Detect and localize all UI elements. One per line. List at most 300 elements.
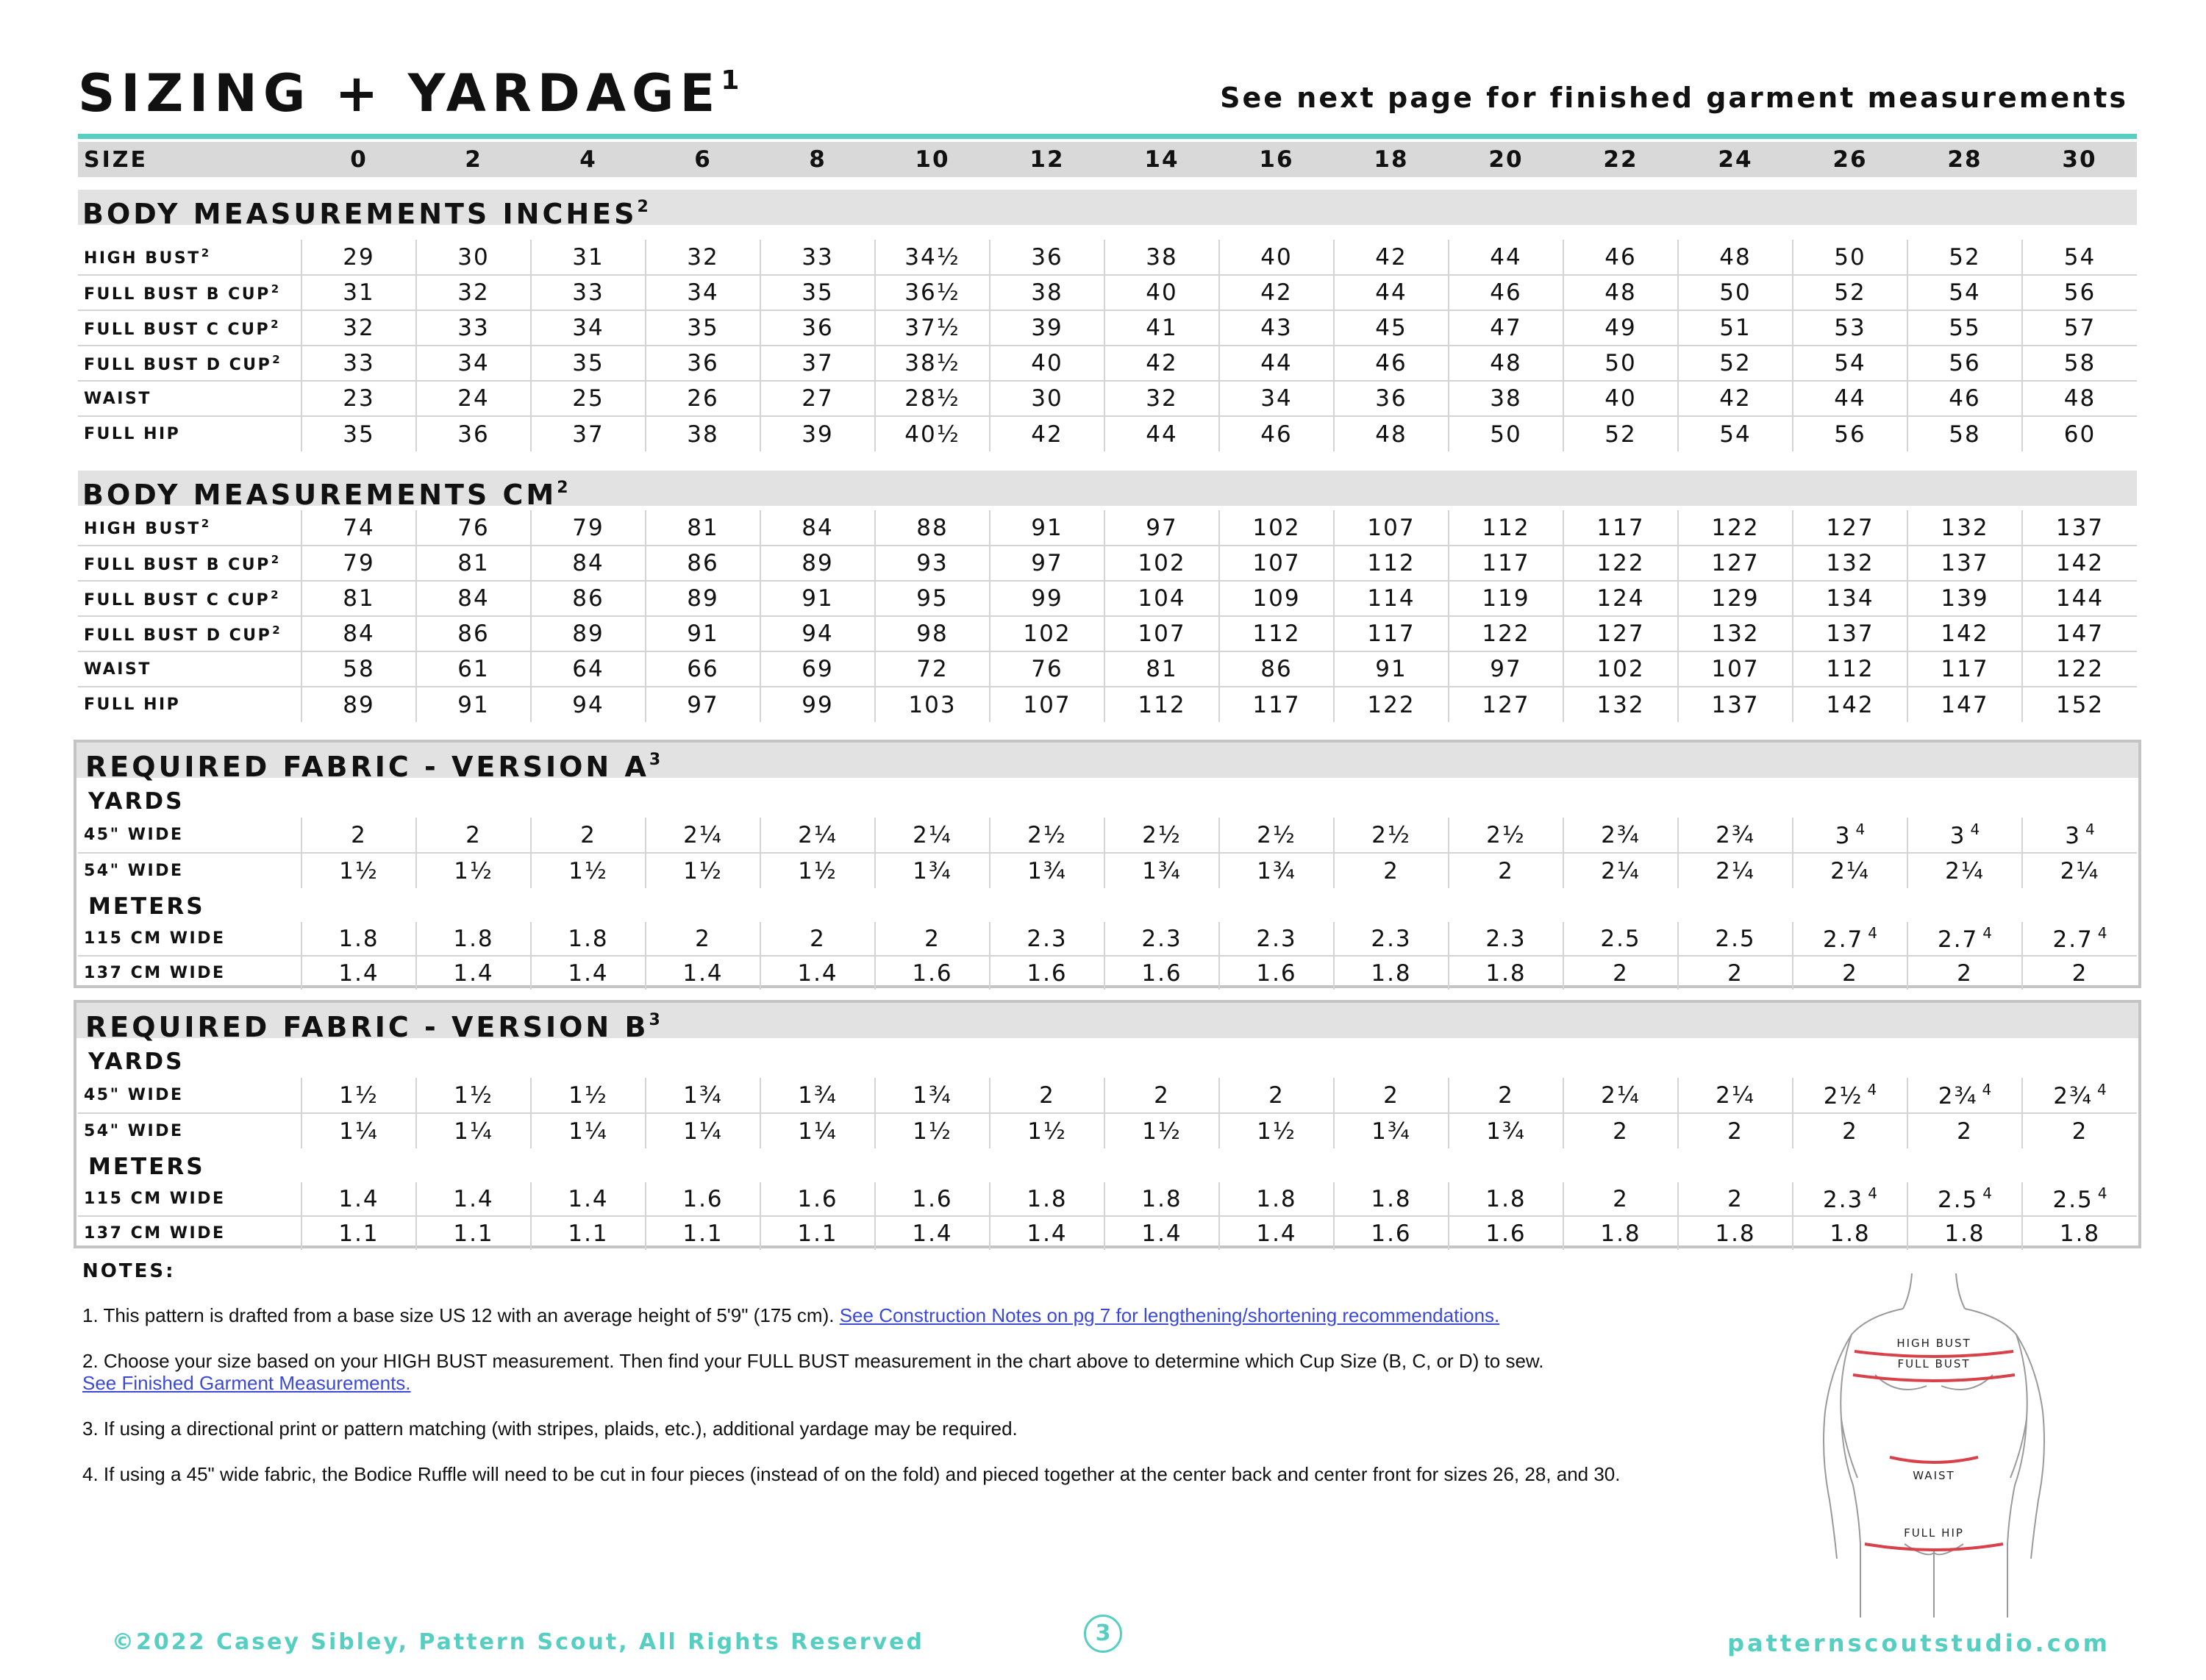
yardage-cell: 2 [1104,1078,1219,1113]
measurement-cell: 122 [1678,510,1793,546]
measurement-cell: 44 [1104,416,1219,451]
full-hip-label: FULL HIP [1904,1526,1964,1540]
size-header-cell: 8 [760,142,875,177]
yardage-cell: 1.1 [760,1216,875,1250]
measurement-cell: 44 [1449,240,1563,275]
yardage-cell: 1¾ [1104,853,1219,888]
yardage-cell: 2 [1793,1113,1907,1148]
high-bust-label: HIGH BUST [1896,1337,1971,1350]
size-header-cell: 28 [1907,142,2022,177]
size-header-cell: 22 [1563,142,1678,177]
measurement-cell: 127 [1449,687,1563,722]
measurement-cell: 122 [1334,687,1449,722]
fabric-b-box [74,1000,2141,1248]
yardage-cell: 2 [1449,853,1563,888]
measurement-cell: 127 [1563,616,1678,651]
table-row [78,1182,2137,1216]
fabric-b-meters-label: METERS [88,1154,205,1180]
measurement-cell: 139 [1907,581,2022,616]
figure-left-arm [1824,1334,1857,1559]
measurement-cell: 56 [1907,346,2022,381]
measurement-cell: 48 [1678,240,1793,275]
row-label: 115 CM WIDE [78,922,301,956]
measurement-cell: 34½ [875,240,990,275]
measurement-cell: 42 [990,416,1104,451]
row-label: WAIST [78,651,301,687]
footnote-marker: 4 [2097,1184,2107,1202]
figure-neck [1903,1273,1965,1309]
table-row [78,346,2137,381]
construction-notes-link[interactable]: See Construction Notes on pg 7 for lengthening/shortening recommendations. [839,1304,1500,1326]
yardage-cell: 1½ [1104,1113,1219,1148]
footnote-marker: 4 [2085,821,2095,838]
measurement-cell: 48 [1334,416,1449,451]
measurement-cell: 117 [1219,687,1334,722]
yardage-cell: 2¼ [875,818,990,853]
fabric-b-heading: REQUIRED FABRIC - VERSION $B^3$ [76,1003,2138,1038]
measurement-cell: 23 [301,381,416,416]
yardage-cell: 2.7 $^4$ [1907,922,2022,956]
size-header-cell: 10 [875,142,990,177]
fabric-a-box [74,740,2141,988]
measurement-cell: 49 [1563,310,1678,346]
measurement-cell: 33 [416,310,531,346]
measurement-cell: 50 [1678,275,1793,310]
page-number: 3 [1084,1615,1122,1653]
row-label: 45" WIDE [78,818,301,853]
yardage-cell: 2 [1678,1182,1793,1216]
yardage-cell: 1.6 [1219,956,1334,990]
yardage-cell: 1.8 [1449,956,1563,990]
table-row [78,381,2137,416]
measurement-cell: 137 [1907,546,2022,581]
yardage-cell: 1½ [760,853,875,888]
yardage-cell: 1¾ [646,1078,760,1113]
measurement-cell: 40 [1219,240,1334,275]
measurement-cell: 102 [990,616,1104,651]
yardage-cell: 2 [760,922,875,956]
measurement-cell: 137 [2022,510,2137,546]
measurement-cell: 142 [1907,616,2022,651]
yardage-cell: 1¾ [875,853,990,888]
measurement-cell: 127 [1793,510,1907,546]
measurement-cell: 86 [531,581,646,616]
measurement-cell: 36 [416,416,531,451]
measurement-cell: 147 [1907,687,2022,722]
measurement-cell: 89 [646,581,760,616]
measurement-cell: 79 [301,546,416,581]
row-label: 54" WIDE [78,1113,301,1148]
measurement-cell: 152 [2055,691,2105,718]
yardage-cell: 2.5 $^4$ [1907,1182,2022,1216]
footnote-marker: 4 [1868,924,1878,942]
measurement-cell: 89 [760,546,875,581]
row-label: WAIST [78,381,301,416]
note-3: 3. If using a directional print or pattern matching (with stripes, plaids, etc.), additional yardage may be required. [82,1418,1018,1440]
yardage-cell: 2 [1563,956,1678,990]
size-header-cell: 6 [646,142,760,177]
measurement-cell: 33 [301,346,416,381]
inches-heading: BODY MEASUREMENTS INCHES$^2$ [78,190,2137,225]
yardage-cell: 2 [1563,1113,1678,1148]
measurement-cell: 50 [1449,416,1563,451]
measurement-cell: 61 [416,651,531,687]
measurement-cell: 119 [1449,581,1563,616]
yardage-cell: 2.3 [1334,922,1449,956]
row-label: FULL BUST B CUP$^2$ [78,546,301,581]
measurement-cell: 44 [1793,381,1907,416]
measurement-cell: 31 [301,275,416,310]
yardage-cell: 1.8 [2059,1220,2101,1247]
size-header-table [78,142,2137,177]
measurement-cell: 124 [1563,581,1678,616]
row-label: FULL BUST B CUP$^2$ [78,275,301,310]
measurement-cell: 144 [2022,581,2137,616]
yardage-cell: 1.8 [1678,1216,1793,1250]
size-header-cell: 18 [1334,142,1449,177]
measurement-cell: 117 [1907,651,2022,687]
measurement-cell: 44 [1219,346,1334,381]
row-label: 137 CM WIDE [78,1216,301,1250]
website-link[interactable]: patternscoutstudio.com [1727,1629,2110,1657]
measurement-cell: 38 [1449,381,1563,416]
measurement-cell: 91 [1334,651,1449,687]
yardage-cell: 2 [1678,956,1793,990]
yardage-cell: 2 [301,818,416,853]
yardage-cell: 2¼ [2060,857,2100,884]
measurement-cell: 42 [1219,275,1334,310]
yardage-cell: 2¼ [1563,853,1678,888]
measurement-cell: 93 [875,546,990,581]
measurement-cell: 122 [1449,616,1563,651]
measurement-cell: 46 [1907,381,2022,416]
measurement-cell: 86 [1219,651,1334,687]
yardage-cell: 1.4 [301,1182,416,1216]
yardage-cell: 1.8 [531,922,646,956]
measurement-cell: 102 [1104,546,1219,581]
yardage-cell: 2¾ [1563,818,1678,853]
yardage-cell: 1.8 [1219,1182,1334,1216]
measurement-cell: 33 [760,240,875,275]
row-label: 115 CM WIDE [78,1182,301,1216]
measurement-cell: 97 [990,546,1104,581]
table-row [78,651,2137,687]
notes-title: NOTES: [82,1260,176,1282]
measurement-cell: 46 [1563,240,1678,275]
yardage-cell: 1.8 [301,922,416,956]
yardage-cell: 2.3 $^4$ [1793,1182,1907,1216]
measurement-cell: 142 [1793,687,1907,722]
table-row [78,616,2137,651]
table-row [78,956,2137,990]
yardage-cell: 2 [990,1078,1104,1113]
high-bust-line [1855,1351,2013,1356]
yardage-cell: 1½ [990,1113,1104,1148]
measurement-cell: 43 [1219,310,1334,346]
yardage-cell: 2¼ [760,818,875,853]
measurement-cell: 134 [1793,581,1907,616]
table-row [78,240,2137,275]
yardage-cell: 1¾ [1449,1113,1563,1148]
measurement-cell: 56 [1793,416,1907,451]
measurement-cell: 142 [2022,546,2137,581]
row-label: FULL HIP [78,687,301,722]
full-bust-label: FULL BUST [1897,1357,1971,1370]
measurement-cell: 42 [1678,381,1793,416]
note-4: 4. If using a 45" wide fabric, the Bodice Ruffle will need to be cut in four pieces (instead of on the fold) and pieced together at the center back and center front for sizes 26, 28, and 30. [82,1463,1621,1485]
footnote-marker: 4 [1868,1184,1878,1202]
table-row [78,275,2137,310]
measurement-cell: 47 [1449,310,1563,346]
row-label: HIGH BUST$^2$ [78,510,301,546]
row-label: 45" WIDE [78,1078,301,1113]
measurement-cell: 38 [1104,240,1219,275]
copyright: ©2022 Casey Sibley, Pattern Scout, All Rights Reserved [112,1629,924,1655]
measurement-cell: 28½ [875,381,990,416]
yardage-cell: 2½ [990,818,1104,853]
measurement-cell: 91 [760,581,875,616]
size-header-cell: 2 [416,142,531,177]
yardage-cell: 1¼ [416,1113,531,1148]
measurement-cell: 112 [1449,510,1563,546]
yardage-cell: 1.1 [301,1216,416,1250]
table-row [78,1216,2137,1250]
measurement-cell: 122 [1563,546,1678,581]
measurement-cell: 112 [1793,651,1907,687]
measurement-cell: 48 [2022,381,2137,416]
measurement-cell: 54 [1793,346,1907,381]
measurement-cell: 79 [531,510,646,546]
table-row [78,1078,2137,1113]
measurement-cell: 109 [1219,581,1334,616]
yardage-cell: 2 [531,818,646,853]
measurement-cell: 36 [760,310,875,346]
measurement-cell: 104 [1104,581,1219,616]
yardage-cell: 1½ [301,1078,416,1113]
finished-measurements-link[interactable]: See Finished Garment Measurements. [82,1372,411,1394]
yardage-cell: 2¼ [1563,1078,1678,1113]
measurement-cell: 37½ [875,310,990,346]
fabric-a-yards-table [78,818,2137,888]
size-header-cell: 30 [2022,142,2137,177]
table-row [78,310,2137,346]
measurement-cell: 66 [646,651,760,687]
yardage-cell: 1.4 [531,956,646,990]
yardage-cell: 1¾ [990,853,1104,888]
table-row [78,922,2137,956]
measurement-cell: 98 [875,616,990,651]
fabric-b-meters-table [78,1182,2137,1250]
yardage-cell: 2 [1449,1078,1563,1113]
yardage-cell: 2 [416,818,531,853]
footnote-marker: 4 [1867,1081,1877,1098]
measurement-cell: 38½ [875,346,990,381]
yardage-cell: 2¼ [1793,853,1907,888]
size-header-cell: 20 [1449,142,1563,177]
measurement-cell: 50 [1563,346,1678,381]
yardage-cell: 1¼ [531,1113,646,1148]
measurement-cell: 36½ [875,275,990,310]
row-label: FULL BUST C CUP$^2$ [78,310,301,346]
measurement-cell: 107 [1678,651,1793,687]
measurement-cell: 81 [646,510,760,546]
yardage-cell: 2 [1563,1182,1678,1216]
measurement-cell: 45 [1334,310,1449,346]
yardage-cell: 1¼ [646,1113,760,1148]
yardage-cell: 1½ [531,853,646,888]
yardage-cell: 1.1 [646,1216,760,1250]
measurement-cell: 112 [1104,687,1219,722]
yardage-cell: 1¼ [301,1113,416,1148]
measurement-cell: 54 [1907,275,2022,310]
waist-label: WAIST [1913,1469,1955,1482]
row-label: HIGH BUST$^2$ [78,240,301,275]
yardage-cell: 1.8 [1907,1216,2022,1250]
yardage-cell: 2¼ [646,818,760,853]
measurement-cell: 56 [2022,275,2137,310]
yardage-cell: 1.4 [990,1216,1104,1250]
measurement-cell: 117 [1449,546,1563,581]
measurement-cell: 88 [875,510,990,546]
yardage-cell: 1.4 [1104,1216,1219,1250]
measurement-cell: 54 [2022,240,2137,275]
measurement-cell: 97 [646,687,760,722]
measurement-cell: 57 [2022,310,2137,346]
measurement-cell: 32 [416,275,531,310]
measurement-cell: 30 [990,381,1104,416]
yardage-cell: 2½ [1104,818,1219,853]
yardage-cell: 1.8 [1104,1182,1219,1216]
yardage-cell: 1½ [531,1078,646,1113]
yardage-cell: 2.3 [990,922,1104,956]
measurement-cell: 76 [990,651,1104,687]
measurement-cell: 60 [2063,421,2096,448]
yardage-cell: 2¾ $^4$ [1907,1078,2022,1113]
row-label: 137 CM WIDE [78,956,301,990]
header-rule [78,134,2137,139]
yardage-cell: 1.4 [760,956,875,990]
yardage-cell: 1.6 [1104,956,1219,990]
title-footnote: 1 [721,65,740,96]
inches-table [78,240,2137,451]
measurement-cell: 84 [301,616,416,651]
footnote-marker: 4 [1970,821,1980,838]
measurement-cell: 58 [1907,416,2022,451]
yardage-cell: 2 [1334,1078,1449,1113]
yardage-cell: 1.8 [416,922,531,956]
yardage-cell: 1½ [301,853,416,888]
measurement-cell: 76 [416,510,531,546]
yardage-cell: 1½ [416,1078,531,1113]
measurement-cell: 81 [1104,651,1219,687]
measurement-cell: 39 [760,416,875,451]
measurement-cell: 74 [301,510,416,546]
measurement-cell: 103 [875,687,990,722]
yardage-cell: 2 [1793,956,1907,990]
yardage-cell: 1¾ [875,1078,990,1113]
measurement-cell: 46 [1334,346,1449,381]
measurement-cell: 40 [990,346,1104,381]
yardage-cell: 2½ [1449,818,1563,853]
measurement-cell: 147 [2022,616,2137,651]
yardage-cell: 2 [1907,1113,2022,1148]
yardage-cell: 1½ [1219,1113,1334,1148]
measurement-cell: 97 [1104,510,1219,546]
measurement-cell: 30 [416,240,531,275]
measurement-cell: 137 [1678,687,1793,722]
measurement-cell: 86 [646,546,760,581]
measurement-cell: 41 [1104,310,1219,346]
yardage-cell: 2.5 [1678,922,1793,956]
measurement-cell: 86 [416,616,531,651]
measurement-cell: 35 [760,275,875,310]
measurement-cell: 102 [1563,651,1678,687]
fabric-a-heading: REQUIRED FABRIC - VERSION $A^3$ [76,743,2138,778]
yardage-cell: 2 [646,922,760,956]
yardage-cell: 2.3 [1219,922,1334,956]
yardage-cell: 1.4 [416,1182,531,1216]
measurement-cell: 52 [1907,240,2022,275]
yardage-cell: 1.6 [1334,1216,1449,1250]
yardage-cell: 1½ [646,853,760,888]
footnote-marker: 4 [1982,924,1993,942]
page-title: SIZING + $YARDAGE^1$ [78,63,740,124]
yardage-cell: 1¼ [760,1113,875,1148]
yardage-cell: 1.8 [990,1182,1104,1216]
measurement-cell: 81 [416,546,531,581]
row-label: FULL BUST D CUP$^2$ [78,346,301,381]
measurement-cell: 137 [1793,616,1907,651]
measurement-cell: 72 [875,651,990,687]
measurement-cell: 117 [1334,616,1449,651]
table-row [78,853,2137,888]
measurement-cell: 34 [531,310,646,346]
measurement-cell: 94 [531,687,646,722]
fabric-b-yards-table [78,1078,2137,1148]
measurement-cell: 40½ [875,416,990,451]
measurement-cell: 34 [1219,381,1334,416]
measurement-cell: 37 [760,346,875,381]
measurement-cell: 91 [990,510,1104,546]
measurement-cell: 42 [1334,240,1449,275]
measurement-cell: 37 [531,416,646,451]
table-row [78,1113,2137,1148]
measurement-cell: 132 [1907,510,2022,546]
yardage-cell: 2½ [1334,818,1449,853]
measurement-cell: 25 [531,381,646,416]
yardage-cell: 1¾ [1334,1113,1449,1148]
measurement-cell: 132 [1563,687,1678,722]
measurement-cell: 38 [646,416,760,451]
yardage-cell: 2¾ $^4$ [2022,1078,2137,1113]
yardage-cell: 1.4 [301,956,416,990]
measurement-cell: 94 [760,616,875,651]
row-label: 54" WIDE [78,853,301,888]
table-row [78,687,2137,722]
yardage-cell: 2½ $^4$ [1793,1078,1907,1113]
measurement-cell: 32 [646,240,760,275]
size-label: SIZE [78,142,301,177]
measurement-cell: 52 [1563,416,1678,451]
yardage-cell: 2 [2071,959,2088,987]
measurement-cell: 39 [990,310,1104,346]
measurement-cell: 50 [1793,240,1907,275]
yardage-cell: 2¾ [1678,818,1793,853]
measurement-cell: 36 [1334,381,1449,416]
yardage-cell: 2.7 $^4$ [1793,922,1907,956]
page-subtitle: See next page for finished garment measurements [1220,82,2128,114]
cm-table [78,510,2137,722]
